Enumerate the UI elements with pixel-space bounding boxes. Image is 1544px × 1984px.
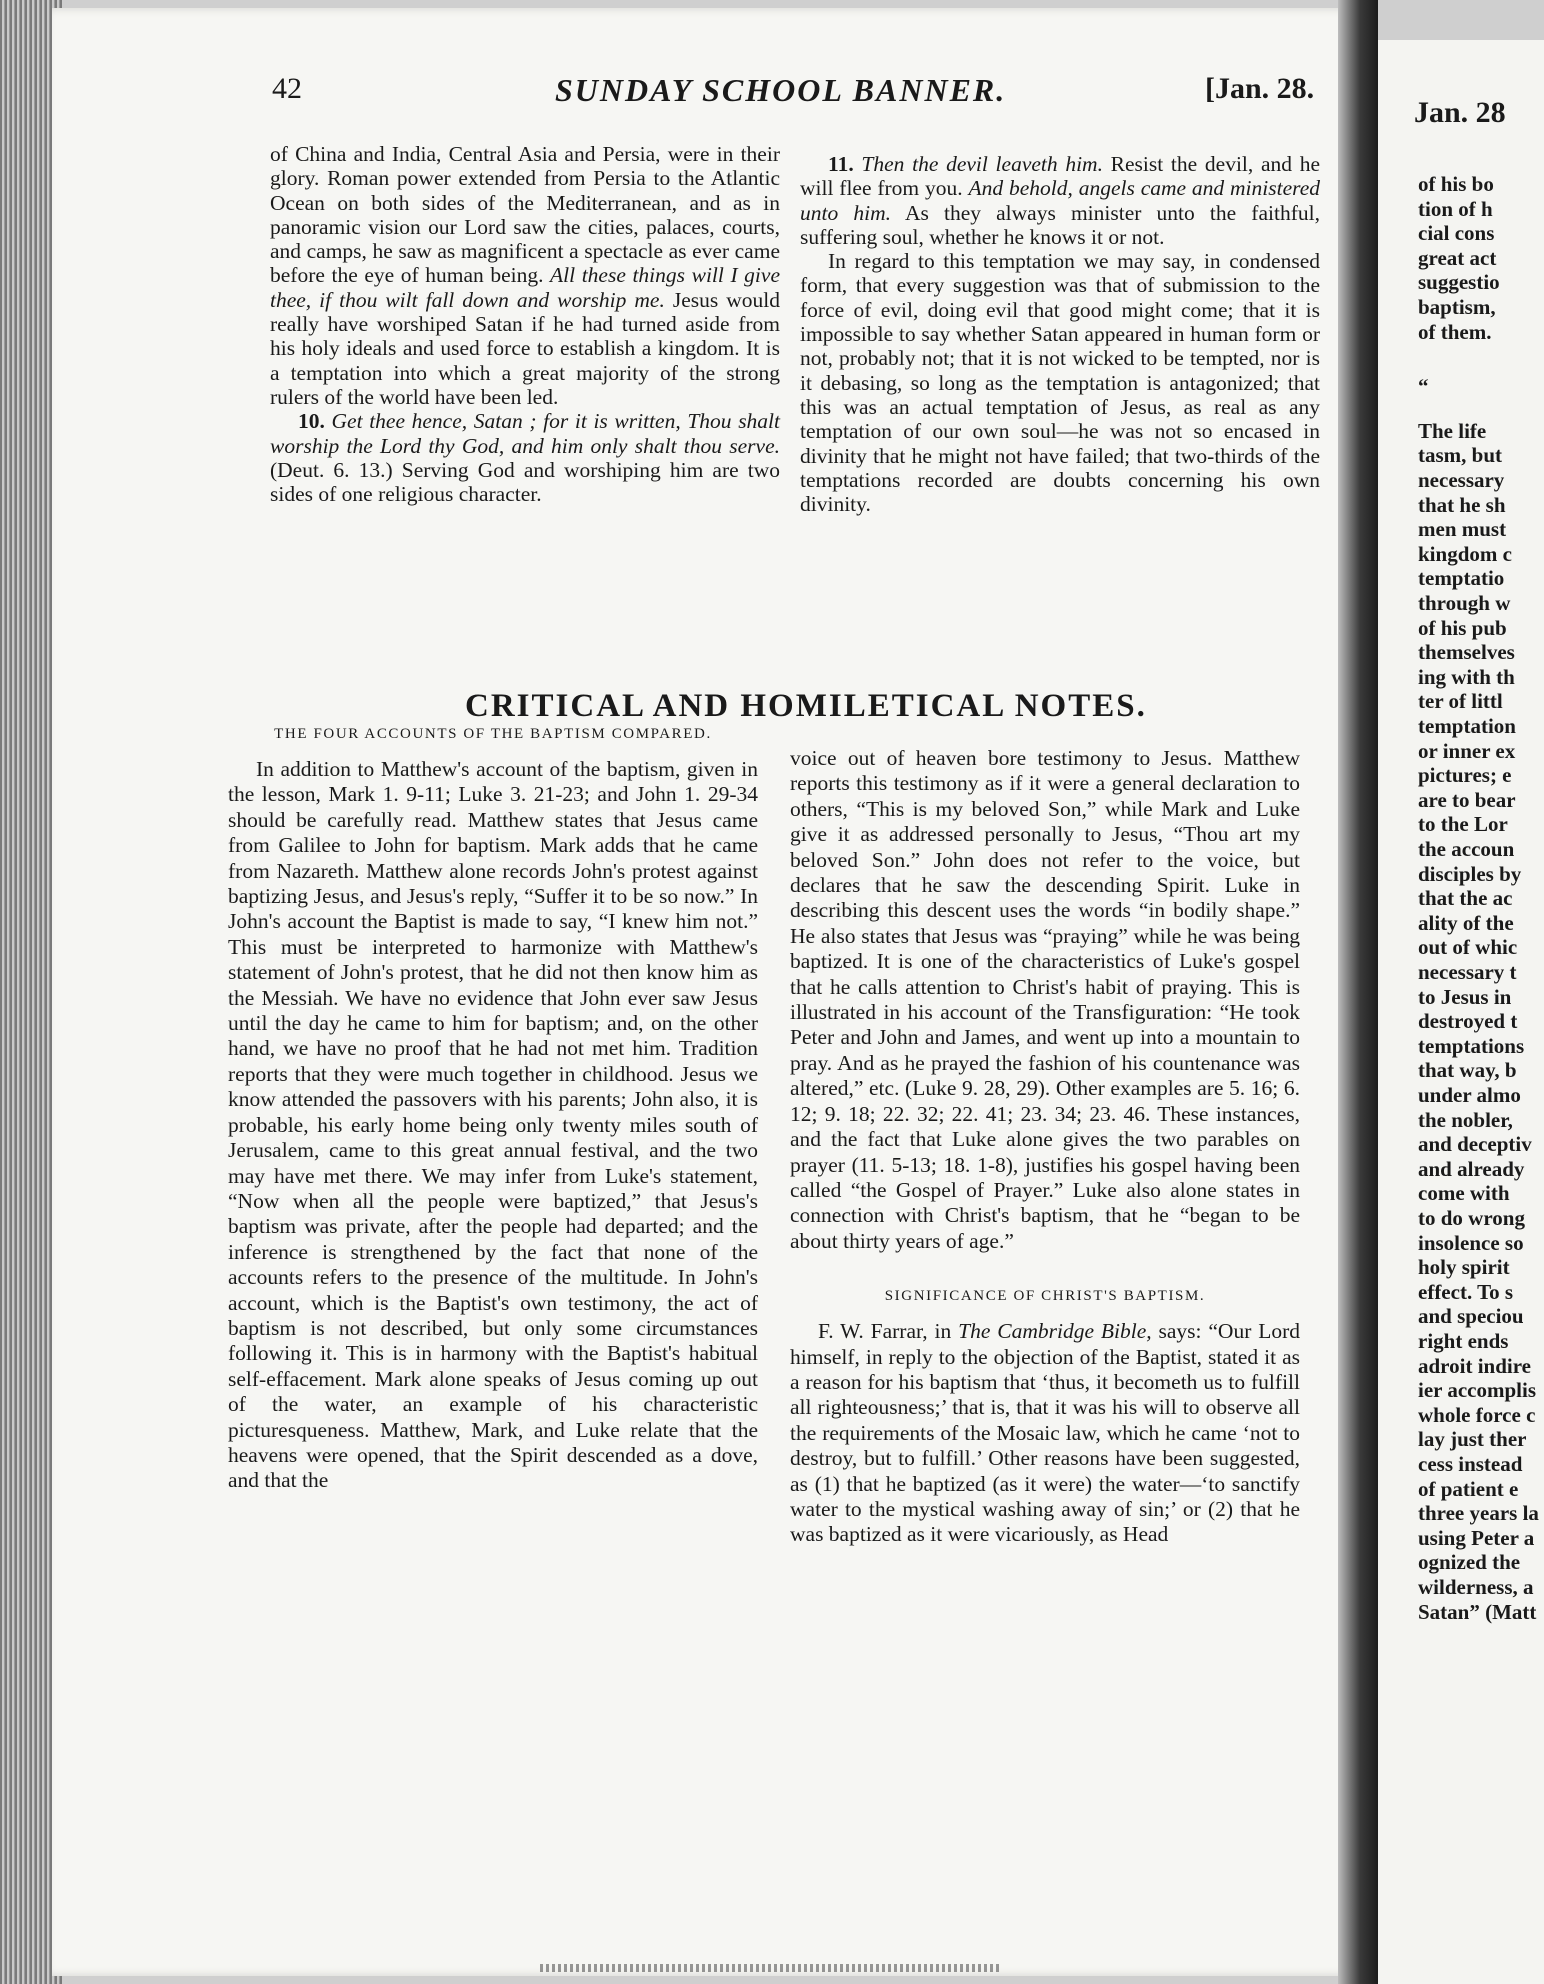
- adjacent-page-line: The life: [1418, 418, 1487, 443]
- adjacent-page-line: and speciou: [1418, 1304, 1524, 1329]
- adjacent-page-line: or inner ex: [1418, 738, 1516, 763]
- adjacent-page-line: necessary: [1418, 468, 1505, 492]
- column-1: [270, 142, 780, 506]
- adjacent-page-line: that he sh: [1418, 492, 1506, 517]
- adjacent-page-line: under almo: [1418, 1083, 1521, 1107]
- adjacent-page-line: three years la: [1418, 1501, 1539, 1526]
- adjacent-page-line: themselves: [1418, 640, 1515, 665]
- adjacent-page-line: and already: [1418, 1156, 1525, 1181]
- verse-10-comment: [270, 409, 780, 506]
- adjacent-page-line: temptation: [1418, 714, 1516, 738]
- adjacent-page-line: ing with th: [1418, 664, 1515, 689]
- adjacent-page-line: ter of littl: [1418, 689, 1503, 714]
- adjacent-page-line: Satan” (Matt: [1418, 1599, 1537, 1624]
- adjacent-page-line: of patient e: [1418, 1476, 1519, 1501]
- adjacent-page-line: to the Lor: [1418, 812, 1508, 837]
- adjacent-page-line: insolence so: [1418, 1230, 1524, 1255]
- scripture-quote: All these things will I give thee, if thou wilt fall down and worship me.: [270, 263, 780, 312]
- adjacent-page-line: whole force c: [1418, 1402, 1536, 1427]
- adjacent-page-line: ality of the: [1418, 910, 1514, 935]
- scripture-quote: And behold, angels came and ministered unto him.: [800, 176, 1320, 225]
- journal-title: SUNDAY SCHOOL BANNER.: [555, 72, 1007, 108]
- adjacent-page-line: that way, b: [1418, 1058, 1517, 1083]
- adjacent-page-line: of his bo: [1418, 172, 1494, 196]
- page-number: 42: [272, 72, 302, 105]
- adjacent-page-line: temptatio: [1418, 566, 1505, 591]
- column-2: [800, 152, 1320, 516]
- adjacent-page-line: destroyed t: [1418, 1009, 1518, 1034]
- adjacent-page-line: the nobler,: [1418, 1107, 1513, 1132]
- text: As they always minister unto the faithful, suffering soul, whether he knows it or not.: [800, 200, 1320, 249]
- adjacent-page-line: kingdom c: [1418, 541, 1512, 566]
- adjacent-page-line: the accoun: [1418, 837, 1515, 861]
- verse-number: 11.: [828, 152, 854, 176]
- adjacent-page-line: great act: [1418, 245, 1497, 270]
- text: of China and India, Central Asia and Persia, were in their glory. Roman power extended from Persia to the Atlantic Ocean on both sides of the Mediterranean, and as in panoramic vision our Lord saw the cities, palaces, courts, and camps, he saw as magnificent a spectacle as ever came before the eye of human being.: [270, 142, 780, 288]
- adjacent-page-line: temptations: [1418, 1033, 1525, 1058]
- section-heading: CRITICAL AND HOMILETICAL NOTES.: [465, 688, 1147, 724]
- adjacent-page-line: disciples by: [1418, 861, 1522, 886]
- subsection-heading: SIGNIFICANCE OF CHRIST'S BAPTISM.: [884, 1288, 1206, 1305]
- adjacent-page-line: ognized the: [1418, 1550, 1521, 1575]
- source-title: The Cambridge Bible,: [958, 1319, 1152, 1344]
- adjacent-page-line: suggestio: [1418, 270, 1500, 295]
- paragraph: [270, 142, 780, 409]
- adjacent-page-line: holy spirit: [1418, 1255, 1510, 1280]
- text: (Deut. 6. 13.) Serving God and worshiping him are two sides of one religious character.: [270, 457, 780, 507]
- text: says: “Our Lord himself, in reply to the objection of the Baptist, stated it as a reason for his baptism that ‘thus, it becometh us to fulfill all righteousness;’ that is, that it was his will to observe all the requirements of the Mosaic law, which he came ‘not to destroy, but to fulfill.’ Other reasons have been suggested, as (1) that he baptized (as it were) the water—‘to sanctify water to the mystical washing away of sin;’ or (2) that he was baptized as it were vicariously, as Head: [790, 1319, 1301, 1547]
- adjacent-page-line: wilderness, a: [1418, 1575, 1534, 1599]
- paragraph: In regard to this temptation we may say, in condensed form, that every suggestion was that of submission to the force of evil, doing evil that good might come; that it is impossible to say whether Satan appeared in human form or not, probably not; that it is not wicked to be tempted, nor is it debasing, so long as the temptation is antagonized; that this was an actual temptation of Jesus, as real as any temptation of our own soul—he was not so encased in divinity that he might not have failed; that two-thirds of the temptations recorded are doubts concerning his own divinity.: [800, 249, 1320, 517]
- paragraph: voice out of heaven bore testimony to Jesus. Matthew reports this testimony as if it were a general declaration to others, “This is my beloved Son,” while Mark and Luke give it as addressed personally to Jesus, “Thou art my beloved Son.” John does not refer to the voice, but declares that he saw the descending Spirit. Luke in describing this descent uses the words “in bodily shape.” He also states that Jesus was “praying” while he was being baptized. It is one of the characteristics of Luke's gospel that he calls attention to Christ's habit of praying. This is illustrated in his account of the Transfiguration: “He took Peter and John and James, and went up into a mountain to pray. And as he prayed the fashion of his countenance was altered,” etc. (Luke 9. 28, 29). Other examples are 5. 16; 6. 12; 9. 18; 22. 32; 22. 41; 23. 34; 23. 46. These instances, and the fact that Luke alone gives the two parables on prayer (11. 5-13; 18. 1-8), justifies his gospel having been called “the Gospel of Prayer.” Luke also alone states in connection with Christ's baptism, that he “began to be about thirty years of age.”: [790, 746, 1300, 1253]
- subsection-heading: THE FOUR ACCOUNTS OF THE BAPTISM COMPARED.: [274, 726, 712, 742]
- adjacent-page-line: cess instead: [1418, 1452, 1523, 1476]
- scripture-quote: Then the devil leaveth him.: [861, 152, 1103, 176]
- adjacent-page-line: baptism,: [1418, 295, 1496, 319]
- text: Resist the devil, and he will flee from you.: [800, 152, 1321, 201]
- adjacent-page-line: of his pub: [1418, 615, 1507, 640]
- adjacent-page-line: using Peter a: [1418, 1525, 1535, 1550]
- paragraph: In addition to Matthew's account of the baptism, given in the lesson, Mark 1. 9-11; Luke 3. 21-23; and John 1. 29-34 should be carefully read. Matthew states that Jesus came from Galilee to John for baptism. Mark adds that he came from Nazareth. Matthew alone records John's protest against baptizing Jesus, and Jesus's reply, “Suffer it to be so now.” In John's account the Baptist is made to say, “I knew him not.” This must be interpreted to harmonize with Matthew's statement of John's protest, that he did not then know him as the Messiah. We have no evidence that John ever saw Jesus until the day he came to him for baptism; and, on the other hand, we have no proof that he had not met him. Tradition reports that they were much together in childhood. Jesus we know attended the passovers with his parents; John also, it is probable, his early home being only twenty miles south of Jerusalem, came to this great annual festival, and the two may have met there. We may infer from Luke's statement, “Now when all the people were baptized,” that Jesus's baptism was private, after the people had departed; and the inference is strengthened by the fact that none of the accounts refers to the presence of the multitude. In John's account, which is the Baptist's own testimony, the act of baptism is not described, but only some circumstances following it. This is in harmony with the Baptist's habitual self-effacement. Mark alone speaks of Jesus coming up out of the water, an example of his characteristic picturesqueness. Matthew, Mark, and Luke relate that the heavens were opened, that the Spirit descended as a dove, and that the: [228, 757, 758, 1493]
- adjacent-page-line: men must: [1418, 517, 1507, 542]
- adjacent-page-line: lay just ther: [1418, 1427, 1527, 1452]
- adjacent-page-line: of them.: [1418, 319, 1492, 344]
- verse-number: 10.: [298, 409, 325, 434]
- adjacent-page-line: through w: [1418, 591, 1511, 615]
- text: Jesus would really have worshiped Satan if he had turned aside from his holy ideals and used force to establish a kingdom. It is a temptation into which a great majority of the strong rulers of the world have been led.: [270, 287, 780, 409]
- adjacent-page-line: right ends: [1418, 1329, 1509, 1353]
- scripture-quote: Get thee hence, Satan ; for it is written, Thou shalt worship the Lord thy God, and him only shalt thou serve.: [270, 409, 781, 458]
- column-3: [228, 724, 758, 1494]
- text: F. W. Farrar, in: [818, 1319, 952, 1344]
- adjacent-page-line: “: [1418, 374, 1429, 399]
- adjacent-page-line: to do wrong: [1418, 1206, 1525, 1230]
- verse-11-comment: [800, 152, 1320, 249]
- adjacent-page-line: tion of h: [1418, 196, 1493, 221]
- issue-date: [Jan. 28.: [1205, 72, 1315, 105]
- adjacent-page-line: are to bear: [1418, 787, 1516, 812]
- adjacent-page-line: that the ac: [1418, 886, 1513, 911]
- adjacent-page-line: come with: [1418, 1181, 1510, 1206]
- adjacent-page-line: effect. To s: [1418, 1279, 1514, 1304]
- adjacent-page-line: out of whic: [1418, 935, 1518, 960]
- adjacent-page-line: cial cons: [1418, 221, 1495, 246]
- adjacent-page-line: tasm, but: [1418, 443, 1503, 468]
- adjacent-page-line: necessary t: [1418, 960, 1517, 984]
- adjacent-page-line: to Jesus in: [1418, 984, 1512, 1009]
- adjacent-page-line: pictures; e: [1418, 763, 1512, 788]
- adjacent-page-43: [1378, 40, 1544, 1984]
- adjacent-page-line: and deceptiv: [1418, 1132, 1532, 1157]
- adjacent-page-line: ier accomplis: [1418, 1378, 1537, 1403]
- book-gutter-shadow: [1338, 0, 1378, 1984]
- adjacent-page-header: Jan. 28: [1414, 96, 1506, 129]
- adjacent-page-line: adroit indire: [1418, 1353, 1531, 1378]
- column-4: [790, 746, 1300, 1548]
- paragraph: [790, 1319, 1300, 1548]
- page-footer-marks: [540, 1964, 1000, 1972]
